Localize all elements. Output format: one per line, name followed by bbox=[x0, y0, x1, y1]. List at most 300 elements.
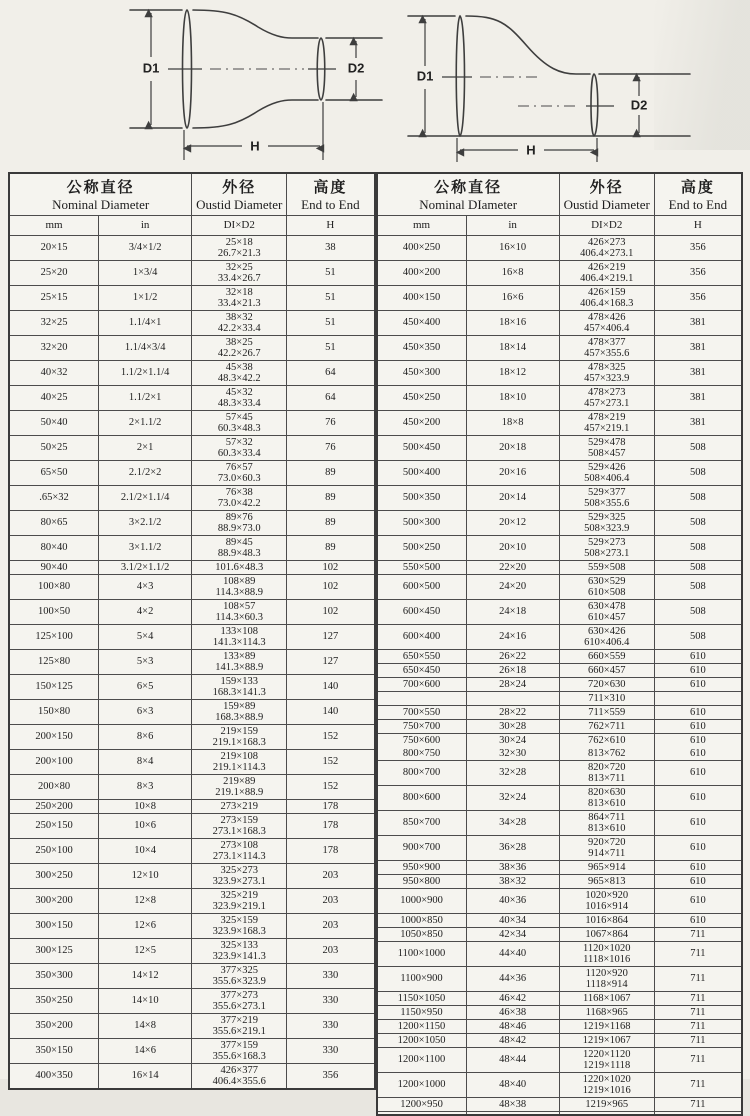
cell-nominal-in: 5×3 bbox=[99, 649, 192, 674]
cell-nominal-in: 22×20 bbox=[466, 560, 559, 574]
cell-nominal-in: 30×28 bbox=[466, 719, 559, 733]
table-row bbox=[9, 410, 375, 435]
table-row bbox=[9, 863, 375, 888]
cell-end-to-end: 356 bbox=[287, 1063, 375, 1089]
cell-nominal-mm: 65×50 bbox=[9, 460, 99, 485]
cell-outside-diameter: 325×273 323.9×273.1 bbox=[192, 863, 287, 888]
cell-end-to-end: 508 bbox=[654, 599, 742, 624]
cell-nominal-in: 3/4×1/2 bbox=[99, 235, 192, 260]
table-row bbox=[9, 774, 375, 799]
cell-nominal-in: 3×1.1/2 bbox=[99, 535, 192, 560]
cell-nominal-mm: 350×200 bbox=[9, 1013, 99, 1038]
table-row bbox=[377, 574, 743, 599]
table-row bbox=[377, 941, 743, 966]
cell-end-to-end: 610 bbox=[654, 719, 742, 733]
table-row bbox=[9, 913, 375, 938]
cell-end-to-end: 381 bbox=[654, 335, 742, 360]
cell-end-to-end: 89 bbox=[287, 510, 375, 535]
cell-nominal-in: 10×4 bbox=[99, 838, 192, 863]
cell-nominal-mm: 32×20 bbox=[9, 335, 99, 360]
cell-outside-diameter: 1016×864 bbox=[559, 913, 654, 927]
cell-outside-diameter: 478×325 457×323.9 bbox=[559, 360, 654, 385]
table-row bbox=[377, 260, 743, 285]
cell-end-to-end: 330 bbox=[287, 1038, 375, 1063]
table-row bbox=[9, 310, 375, 335]
cell-end-to-end: 711 bbox=[654, 991, 742, 1005]
cell-outside-diameter: 630×426 610×406.4 bbox=[559, 624, 654, 649]
table-row bbox=[377, 649, 743, 663]
dimension-tables bbox=[8, 172, 743, 1110]
cell-outside-diameter: 820×630 813×610 bbox=[559, 785, 654, 810]
cell-nominal-mm: 400×200 bbox=[377, 260, 467, 285]
table-row bbox=[377, 360, 743, 385]
cell-outside-diameter: 159×133 168.3×141.3 bbox=[192, 674, 287, 699]
cell-outside-diameter: 133×108 141.3×114.3 bbox=[192, 624, 287, 649]
cell-nominal-in: 14×6 bbox=[99, 1038, 192, 1063]
cell-nominal-in: 32×24 bbox=[466, 785, 559, 810]
cell-end-to-end: 330 bbox=[287, 988, 375, 1013]
table-row bbox=[9, 485, 375, 510]
cell-outside-diameter: 630×478 610×457 bbox=[559, 599, 654, 624]
cell-nominal-mm: 800×600 bbox=[377, 785, 467, 810]
table-row bbox=[9, 699, 375, 724]
cell-end-to-end: 152 bbox=[287, 749, 375, 774]
cell-nominal-in: 18×12 bbox=[466, 360, 559, 385]
cell-nominal-mm: 800×700 bbox=[377, 760, 467, 785]
cell-end-to-end: 356 bbox=[654, 285, 742, 310]
cell-nominal-mm: 600×500 bbox=[377, 574, 467, 599]
header-zh: 外径 bbox=[222, 179, 257, 196]
table-row bbox=[377, 991, 743, 1005]
cell-nominal-in: 1×1/2 bbox=[99, 285, 192, 310]
table-row bbox=[9, 599, 375, 624]
cell-end-to-end: 508 bbox=[654, 510, 742, 535]
cell-end-to-end: 51 bbox=[287, 335, 375, 360]
cell-end-to-end: 508 bbox=[654, 460, 742, 485]
cell-outside-diameter: 108×89 114.3×88.9 bbox=[192, 574, 287, 599]
cell-end-to-end: 203 bbox=[287, 938, 375, 963]
cell-outside-diameter: 89×76 88.9×73.0 bbox=[192, 510, 287, 535]
cell-outside-diameter: 273×219 bbox=[192, 799, 287, 813]
table-row bbox=[377, 1019, 743, 1033]
cell-nominal-mm: 600×400 bbox=[377, 624, 467, 649]
table-row bbox=[9, 360, 375, 385]
cell-nominal-in: 44×36 bbox=[466, 966, 559, 991]
cell-nominal-mm: 1050×850 bbox=[377, 927, 467, 941]
cell-nominal-in: 1.1/4×1 bbox=[99, 310, 192, 335]
cell-nominal-mm: 80×40 bbox=[9, 535, 99, 560]
cell-end-to-end: 610 bbox=[654, 785, 742, 810]
cell-nominal-in: 10×6 bbox=[99, 813, 192, 838]
cell-nominal-mm: 1100×1000 bbox=[377, 941, 467, 966]
cell-nominal-in: 48×42 bbox=[466, 1033, 559, 1047]
cell-nominal-mm: 350×150 bbox=[9, 1038, 99, 1063]
cell-end-to-end: 89 bbox=[287, 535, 375, 560]
cell-nominal-mm: 450×200 bbox=[377, 410, 467, 435]
cell-nominal-mm: 250×150 bbox=[9, 813, 99, 838]
cell-end-to-end: 203 bbox=[287, 888, 375, 913]
cell-end-to-end: 508 bbox=[654, 560, 742, 574]
cell-end-to-end: 127 bbox=[287, 649, 375, 674]
cell-end-to-end: 508 bbox=[654, 535, 742, 560]
cell-outside-diameter: 965×914 bbox=[559, 860, 654, 874]
col-header-outside-diameter bbox=[192, 173, 287, 215]
table-row bbox=[9, 560, 375, 574]
col-header-outside-diameter bbox=[559, 173, 654, 215]
cell-nominal-mm: 1150×950 bbox=[377, 1005, 467, 1019]
cell-outside-diameter: 1168×965 bbox=[559, 1005, 654, 1019]
cell-nominal-mm: 1000×850 bbox=[377, 913, 467, 927]
table-row bbox=[9, 335, 375, 360]
header-en: Oustid Diameter bbox=[196, 196, 283, 212]
table-row bbox=[9, 1013, 375, 1038]
cell-nominal-in: 12×6 bbox=[99, 913, 192, 938]
cell-outside-diameter: 1067×864 bbox=[559, 927, 654, 941]
dim-label-d2: D2 bbox=[347, 60, 365, 76]
cell-nominal-mm: 650×450 bbox=[377, 663, 467, 677]
cell-nominal-mm: 1200×950 bbox=[377, 1097, 467, 1111]
cell-nominal-in: 1.1/4×3/4 bbox=[99, 335, 192, 360]
cell-nominal-in: 12×10 bbox=[99, 863, 192, 888]
cell-nominal-in: 16×14 bbox=[99, 1063, 192, 1089]
table-row bbox=[377, 335, 743, 360]
cell-end-to-end: 610 bbox=[654, 677, 742, 691]
cell-outside-diameter: 813×762 bbox=[559, 747, 654, 761]
cell-outside-diameter: 711×310 bbox=[559, 691, 654, 705]
cell-outside-diameter: 559×508 bbox=[559, 560, 654, 574]
cell-outside-diameter: 426×273 406.4×273.1 bbox=[559, 235, 654, 260]
cell-nominal-in: 14×8 bbox=[99, 1013, 192, 1038]
cell-outside-diameter: 1120×1020 1118×1016 bbox=[559, 941, 654, 966]
cell-end-to-end: 610 bbox=[654, 663, 742, 677]
cell-outside-diameter: 920×720 914×711 bbox=[559, 835, 654, 860]
cell-end-to-end: 330 bbox=[287, 1013, 375, 1038]
cell-nominal-in: 38×36 bbox=[466, 860, 559, 874]
cell-nominal-in: 38×32 bbox=[466, 874, 559, 888]
cell-nominal-in: 40×34 bbox=[466, 913, 559, 927]
cell-nominal-mm: 450×400 bbox=[377, 310, 467, 335]
header-zh: 公称直径 bbox=[434, 179, 503, 196]
cell-nominal-in: 48×44 bbox=[466, 1047, 559, 1072]
cell-nominal-in: 12×8 bbox=[99, 888, 192, 913]
cell-end-to-end: 610 bbox=[654, 649, 742, 663]
cell-outside-diameter: 720×630 bbox=[559, 677, 654, 691]
cell-nominal-in: 2×1 bbox=[99, 435, 192, 460]
cell-nominal-mm bbox=[377, 691, 467, 705]
cell-end-to-end: 711 bbox=[654, 1019, 742, 1033]
table-row bbox=[9, 988, 375, 1013]
cell-nominal-in: 5×4 bbox=[99, 624, 192, 649]
cell-outside-diameter: 965×813 bbox=[559, 874, 654, 888]
cell-end-to-end: 610 bbox=[654, 888, 742, 913]
table-row bbox=[377, 705, 743, 719]
col-header-end-to-end bbox=[287, 173, 375, 215]
cell-nominal-in: 4×2 bbox=[99, 599, 192, 624]
cell-nominal-in: 34×28 bbox=[466, 810, 559, 835]
cell-nominal-mm: 750×700 bbox=[377, 719, 467, 733]
col-header-nominal-diameter bbox=[9, 173, 192, 215]
cell-nominal-in: 18×10 bbox=[466, 385, 559, 410]
table-row bbox=[9, 674, 375, 699]
cell-outside-diameter: 529×426 508×406.4 bbox=[559, 460, 654, 485]
cell-nominal-mm: 1200×1000 bbox=[377, 1072, 467, 1097]
table-row bbox=[377, 1072, 743, 1097]
cell-outside-diameter: 219×89 219.1×88.9 bbox=[192, 774, 287, 799]
cell-nominal-in: 8×3 bbox=[99, 774, 192, 799]
cell-outside-diameter: 38×25 42.2×26.7 bbox=[192, 335, 287, 360]
cell-end-to-end: 102 bbox=[287, 560, 375, 574]
cell-nominal-in: 28×22 bbox=[466, 705, 559, 719]
header-en: End to End bbox=[668, 196, 728, 212]
cell-nominal-mm: 500×300 bbox=[377, 510, 467, 535]
cell-nominal-in: 48×40 bbox=[466, 1072, 559, 1097]
cell-end-to-end: 711 bbox=[654, 1047, 742, 1072]
cell-nominal-in: 48×38 bbox=[466, 1097, 559, 1111]
cell-nominal-in: 20×16 bbox=[466, 460, 559, 485]
table-row bbox=[9, 460, 375, 485]
cell-nominal-in: 10×8 bbox=[99, 799, 192, 813]
cell-nominal-in: 1.1/2×1.1/4 bbox=[99, 360, 192, 385]
cell-outside-diameter bbox=[559, 1111, 654, 1115]
cell-end-to-end: 711 bbox=[654, 1033, 742, 1047]
cell-outside-diameter: 377×159 355.6×168.3 bbox=[192, 1038, 287, 1063]
cell-nominal-in: 20×18 bbox=[466, 435, 559, 460]
header-zh: 高度 bbox=[313, 179, 348, 196]
subheader-in: in bbox=[466, 215, 559, 235]
cell-outside-diameter: 762×711 bbox=[559, 719, 654, 733]
cell-nominal-mm: 850×700 bbox=[377, 810, 467, 835]
cell-outside-diameter: 57×45 60.3×48.3 bbox=[192, 410, 287, 435]
cell-nominal-in: 32×30 bbox=[466, 747, 559, 761]
cell-nominal-mm: 200×100 bbox=[9, 749, 99, 774]
cell-nominal-in: 14×12 bbox=[99, 963, 192, 988]
cell-end-to-end: 152 bbox=[287, 774, 375, 799]
cell-end-to-end: 64 bbox=[287, 360, 375, 385]
cell-nominal-mm bbox=[377, 1111, 467, 1115]
table-row bbox=[9, 510, 375, 535]
cell-end-to-end: 51 bbox=[287, 310, 375, 335]
cell-nominal-in: 6×3 bbox=[99, 699, 192, 724]
cell-nominal-mm: 500×400 bbox=[377, 460, 467, 485]
table-row bbox=[377, 677, 743, 691]
cell-end-to-end: 330 bbox=[287, 963, 375, 988]
cell-nominal-in: 28×24 bbox=[466, 677, 559, 691]
cell-nominal-in: 12×5 bbox=[99, 938, 192, 963]
cell-end-to-end: 356 bbox=[654, 260, 742, 285]
cell-nominal-mm: 400×350 bbox=[9, 1063, 99, 1089]
cell-nominal-in: 24×20 bbox=[466, 574, 559, 599]
table-row bbox=[377, 785, 743, 810]
cell-outside-diameter: 529×377 508×355.6 bbox=[559, 485, 654, 510]
subheader-mm: mm bbox=[9, 215, 99, 235]
cell-nominal-in: 20×12 bbox=[466, 510, 559, 535]
cell-nominal-in: 3.1/2×1.1/2 bbox=[99, 560, 192, 574]
cell-nominal-mm: 950×800 bbox=[377, 874, 467, 888]
cell-outside-diameter: 1220×1020 1219×1016 bbox=[559, 1072, 654, 1097]
cell-outside-diameter: 1168×1067 bbox=[559, 991, 654, 1005]
cell-nominal-in: 14×10 bbox=[99, 988, 192, 1013]
cell-end-to-end bbox=[654, 1111, 742, 1115]
table-row bbox=[9, 749, 375, 774]
cell-end-to-end: 381 bbox=[654, 410, 742, 435]
table-row bbox=[377, 410, 743, 435]
cell-nominal-in: 8×4 bbox=[99, 749, 192, 774]
cell-nominal-mm: 125×100 bbox=[9, 624, 99, 649]
cell-outside-diameter: 57×32 60.3×33.4 bbox=[192, 435, 287, 460]
cell-end-to-end: 76 bbox=[287, 410, 375, 435]
cell-nominal-mm: 650×550 bbox=[377, 649, 467, 663]
cell-nominal-in: 18×14 bbox=[466, 335, 559, 360]
table-row bbox=[9, 799, 375, 813]
cell-nominal-mm: 90×40 bbox=[9, 560, 99, 574]
cell-nominal-mm: 350×300 bbox=[9, 963, 99, 988]
cell-nominal-mm: 1100×900 bbox=[377, 966, 467, 991]
cell-outside-diameter: 426×159 406.4×168.3 bbox=[559, 285, 654, 310]
header-en: Nominal Diameter bbox=[52, 196, 150, 212]
cell-nominal-in: 42×34 bbox=[466, 927, 559, 941]
table-row bbox=[377, 624, 743, 649]
cell-outside-diameter: 1219×1067 bbox=[559, 1033, 654, 1047]
cell-end-to-end: 610 bbox=[654, 874, 742, 888]
cell-nominal-in: 2×1.1/2 bbox=[99, 410, 192, 435]
table-body-left bbox=[9, 235, 375, 1089]
cell-outside-diameter: 1220×1120 1219×1118 bbox=[559, 1047, 654, 1072]
table-row bbox=[377, 733, 743, 747]
cell-outside-diameter: 325×133 323.9×141.3 bbox=[192, 938, 287, 963]
table-row bbox=[377, 560, 743, 574]
table-body-right bbox=[377, 235, 743, 1115]
cell-nominal-in: 48×46 bbox=[466, 1019, 559, 1033]
cell-end-to-end: 178 bbox=[287, 799, 375, 813]
cell-end-to-end: 178 bbox=[287, 838, 375, 863]
cell-nominal-in: 26×18 bbox=[466, 663, 559, 677]
cell-end-to-end: 508 bbox=[654, 624, 742, 649]
cell-nominal-in: 16×8 bbox=[466, 260, 559, 285]
table-row bbox=[377, 435, 743, 460]
cell-nominal-mm: 700×550 bbox=[377, 705, 467, 719]
cell-end-to-end: 711 bbox=[654, 1005, 742, 1019]
cell-end-to-end: 711 bbox=[654, 1097, 742, 1111]
table-row bbox=[9, 649, 375, 674]
subheader-od: DI×D2 bbox=[192, 215, 287, 235]
table-row bbox=[377, 966, 743, 991]
cell-end-to-end: 610 bbox=[654, 810, 742, 835]
cell-nominal-mm: 1200×1050 bbox=[377, 1033, 467, 1047]
cell-end-to-end: 610 bbox=[654, 860, 742, 874]
cell-end-to-end: 381 bbox=[654, 385, 742, 410]
cell-end-to-end: 178 bbox=[287, 813, 375, 838]
table-row bbox=[377, 235, 743, 260]
cell-outside-diameter: 426×219 406.4×219.1 bbox=[559, 260, 654, 285]
subheader-h: H bbox=[654, 215, 742, 235]
cell-end-to-end: 140 bbox=[287, 699, 375, 724]
col-header-end-to-end bbox=[654, 173, 742, 215]
cell-end-to-end: 140 bbox=[287, 674, 375, 699]
table-row bbox=[9, 724, 375, 749]
cell-outside-diameter: 1020×920 1016×914 bbox=[559, 888, 654, 913]
eccentric-reducer-drawing bbox=[400, 0, 700, 168]
cell-end-to-end: 89 bbox=[287, 485, 375, 510]
table-row bbox=[377, 835, 743, 860]
cell-nominal-mm: 350×250 bbox=[9, 988, 99, 1013]
cell-nominal-in: 30×24 bbox=[466, 733, 559, 747]
cell-nominal-mm: 250×200 bbox=[9, 799, 99, 813]
table-row bbox=[9, 435, 375, 460]
cell-outside-diameter: 101.6×48.3 bbox=[192, 560, 287, 574]
cell-nominal-mm: 150×125 bbox=[9, 674, 99, 699]
cell-outside-diameter: 478×426 457×406.4 bbox=[559, 310, 654, 335]
cell-nominal-mm: 950×900 bbox=[377, 860, 467, 874]
table-row bbox=[377, 663, 743, 677]
cell-nominal-mm: 40×32 bbox=[9, 360, 99, 385]
table-row bbox=[377, 927, 743, 941]
table-row bbox=[377, 535, 743, 560]
cell-outside-diameter: 529×478 508×457 bbox=[559, 435, 654, 460]
cell-nominal-in: 3×2.1/2 bbox=[99, 510, 192, 535]
cell-outside-diameter: 219×159 219.1×168.3 bbox=[192, 724, 287, 749]
cell-outside-diameter: 529×325 508×323.9 bbox=[559, 510, 654, 535]
table-row bbox=[9, 260, 375, 285]
cell-nominal-in: 18×8 bbox=[466, 410, 559, 435]
cell-nominal-mm: 750×600 bbox=[377, 733, 467, 747]
cell-nominal-mm: 25×15 bbox=[9, 285, 99, 310]
cell-outside-diameter: 38×32 42.2×33.4 bbox=[192, 310, 287, 335]
cell-nominal-mm: 500×450 bbox=[377, 435, 467, 460]
dim-label-h: H bbox=[526, 142, 536, 158]
cell-nominal-mm: 700×600 bbox=[377, 677, 467, 691]
cell-nominal-in: 2.1/2×2 bbox=[99, 460, 192, 485]
table-row bbox=[9, 235, 375, 260]
cell-end-to-end: 381 bbox=[654, 310, 742, 335]
cell-end-to-end: 610 bbox=[654, 733, 742, 747]
cell-end-to-end: 610 bbox=[654, 835, 742, 860]
cell-nominal-mm: 500×250 bbox=[377, 535, 467, 560]
table-row bbox=[377, 1097, 743, 1111]
cell-outside-diameter: 325×219 323.9×219.1 bbox=[192, 888, 287, 913]
cell-nominal-mm: 40×25 bbox=[9, 385, 99, 410]
cell-end-to-end bbox=[654, 691, 742, 705]
cell-nominal-mm: 32×25 bbox=[9, 310, 99, 335]
table-row bbox=[9, 963, 375, 988]
cell-nominal-in: 16×6 bbox=[466, 285, 559, 310]
table-row bbox=[377, 913, 743, 927]
cell-nominal-in: 1×3/4 bbox=[99, 260, 192, 285]
col-header-nominal-diameter bbox=[377, 173, 560, 215]
cell-outside-diameter: 219×108 219.1×114.3 bbox=[192, 749, 287, 774]
cell-nominal-mm: 300×250 bbox=[9, 863, 99, 888]
table-row bbox=[9, 813, 375, 838]
cell-outside-diameter: 159×89 168.3×88.9 bbox=[192, 699, 287, 724]
table-row bbox=[9, 574, 375, 599]
cell-end-to-end: 102 bbox=[287, 599, 375, 624]
cell-end-to-end: 203 bbox=[287, 913, 375, 938]
cell-nominal-in: 16×10 bbox=[466, 235, 559, 260]
cell-end-to-end: 610 bbox=[654, 913, 742, 927]
header-zh: 外径 bbox=[589, 179, 624, 196]
cell-outside-diameter: 273×159 273.1×168.3 bbox=[192, 813, 287, 838]
table-row bbox=[9, 385, 375, 410]
cell-outside-diameter: 1219×965 bbox=[559, 1097, 654, 1111]
cell-nominal-mm: 50×25 bbox=[9, 435, 99, 460]
subheader-in: in bbox=[99, 215, 192, 235]
cell-nominal-mm: 100×80 bbox=[9, 574, 99, 599]
cell-outside-diameter: 820×720 813×711 bbox=[559, 760, 654, 785]
cell-outside-diameter: 1219×1168 bbox=[559, 1019, 654, 1033]
cell-outside-diameter: 426×377 406.4×355.6 bbox=[192, 1063, 287, 1089]
cell-end-to-end: 152 bbox=[287, 724, 375, 749]
cell-nominal-mm: 500×350 bbox=[377, 485, 467, 510]
cell-outside-diameter: 32×18 33.4×21.3 bbox=[192, 285, 287, 310]
